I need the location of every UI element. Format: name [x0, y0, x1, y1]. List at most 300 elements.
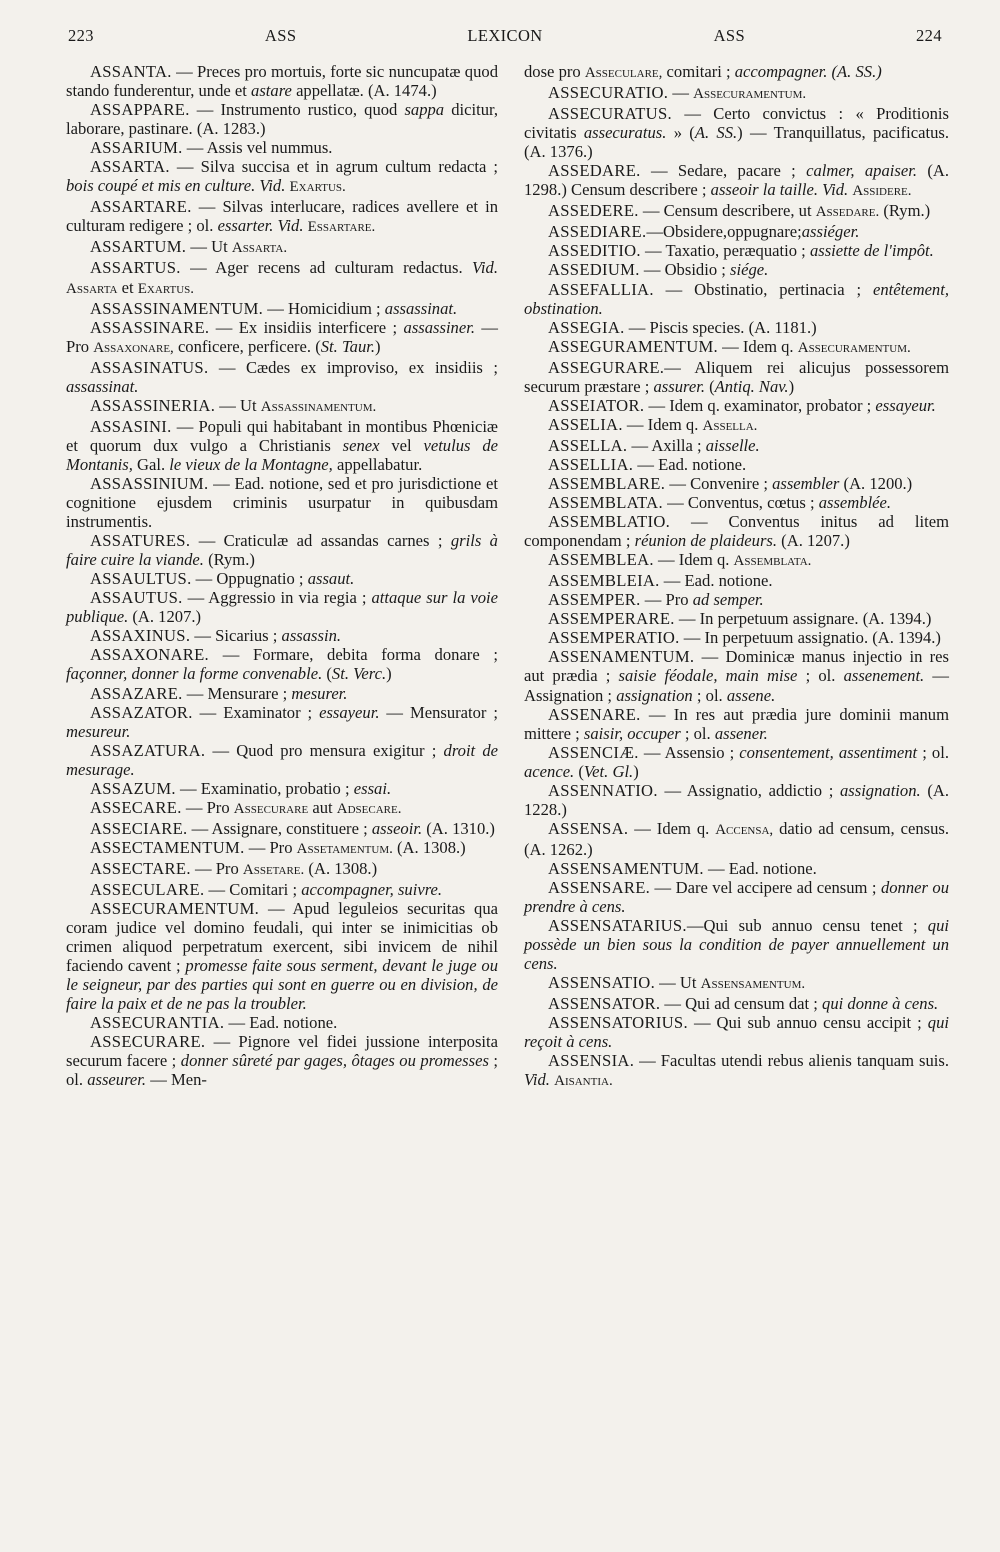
dictionary-entry — [66, 626, 498, 645]
entry-text: (Rym.) — [203, 550, 255, 570]
entry-italic-gloss: qui possède un bien sous la condition de payer annuellement un cens. — [524, 916, 949, 974]
entry-text: — Examinatio, probatio ; — [175, 778, 354, 798]
entry-text: datio ad censum, census. (A. 1262.) — [524, 818, 949, 859]
entry-cross-reference: Adsecare. — [336, 800, 402, 817]
entry-italic-gloss: saisie féodale, main mise — [618, 666, 798, 686]
dictionary-entry — [66, 880, 498, 899]
entry-text: — Populi qui habitabant in montibus Phœniciæ et quorum dux vulgo a Christianis — [66, 416, 498, 455]
entry-cross-reference: Assetamentum. — [296, 840, 393, 857]
dictionary-entry — [66, 1013, 498, 1032]
entry-text: — Preces pro mortuis, forte sic nuncupatæ quod stando funderentur, unde et — [66, 62, 498, 101]
entry-text: — Ead. notione, sed et pro jurisdictione et cognitione ejusdem criminis usurpatur in quibusdam instrumentis. — [66, 473, 498, 532]
entry-italic-gloss: St. Taur. — [320, 336, 376, 356]
entry-italic-gloss: Antiq. Nav. — [714, 376, 789, 396]
entry-text: — Ead. notione. — [633, 454, 747, 474]
entry-text: — Qui sub annuo censu accipit ; — [687, 1013, 928, 1033]
entry-headword: ASSEDITIO. — [548, 241, 641, 261]
entry-italic-gloss: ad semper. — [692, 590, 764, 610]
entry-headword: ASSEIATOR. — [548, 395, 645, 415]
left-column — [66, 62, 498, 1089]
entry-text: — Idem q. examinator, probator ; — [644, 395, 876, 415]
entry-text: — Ead. notione. — [659, 571, 773, 591]
entry-text: — Comitari ; — [204, 879, 302, 899]
entry-italic-gloss: donner ou prendre à cens. — [524, 877, 949, 917]
entry-text: aut — [308, 797, 337, 817]
entry-text: ( — [574, 761, 584, 781]
entry-headword: ASSENAMENTUM. — [548, 647, 695, 667]
entry-text: — Aliquem rei alicujus possessorem securum præstare ; — [524, 357, 949, 396]
entry-text: — Mensurator ; — [379, 702, 498, 722]
dictionary-entry — [524, 474, 949, 493]
entry-text: — Pro — [640, 590, 693, 610]
entry-italic-gloss: le vieux de la Montagne, — [169, 454, 333, 474]
entry-italic-gloss: assurer. — [653, 376, 705, 396]
entry-text: — In res aut prædia jure dominii manum mittere ; — [524, 704, 949, 743]
entry-text: — Certo convictus : « Proditionis civitatis — [524, 104, 949, 143]
dictionary-entry — [524, 590, 949, 609]
entry-headword: ASSEGIA. — [548, 317, 625, 337]
entry-headword: ASSEMBLEIA. — [548, 571, 660, 591]
entry-text: — Convenire ; — [665, 473, 773, 493]
dictionary-entry — [66, 838, 498, 859]
entry-text: — Idem q. — [718, 336, 798, 356]
entry-italic-gloss: Vet. Gl. — [583, 761, 634, 781]
entry-italic-gloss: essai. — [353, 778, 392, 798]
entry-headword: ASSENSAMENTUM. — [548, 858, 704, 878]
entry-italic-gloss: assassiner. — [403, 317, 475, 337]
dictionary-entry — [524, 647, 949, 704]
entry-text: — Pro — [244, 837, 297, 857]
entry-text: — Dare vel accipere ad censum ; — [650, 877, 881, 897]
entry-cross-reference: Assensamentum. — [700, 976, 806, 993]
entry-text: — Assignation ; — [524, 666, 949, 705]
dictionary-entry — [66, 531, 498, 569]
entry-headword: ASSEMBLATIO. — [548, 512, 671, 532]
dictionary-entry — [524, 260, 949, 279]
entry-cross-reference: Assecuramentum. — [797, 339, 911, 356]
entry-cross-reference: Assidere. — [852, 183, 912, 200]
entry-text: — Craticulæ ad assandas carnes ; — [190, 531, 451, 551]
entry-text: ) — [375, 336, 381, 356]
entry-text: — Assignare, constituere ; — [187, 818, 372, 838]
entry-text: — — [668, 83, 694, 103]
entry-italic-gloss: donner sûreté par gages, ôtages ou promesses — [180, 1051, 489, 1071]
entry-cross-reference: Assella. — [702, 417, 758, 434]
entry-headword: ASSENSATORIUS. — [548, 1013, 688, 1033]
dictionary-entry — [524, 628, 949, 647]
dictionary-entry — [66, 258, 498, 298]
dictionary-entry — [66, 417, 498, 474]
entry-headword: ASSATURES. — [90, 531, 191, 551]
entry-italic-gloss: asseoir. — [371, 818, 423, 838]
entry-text: (A. 1308.) — [392, 837, 466, 857]
entry-headword: ASSEDIUM. — [548, 260, 640, 280]
dictionary-entry — [66, 318, 498, 358]
dictionary-entry — [66, 819, 498, 838]
entry-italic-gloss: réunion de plaideurs. — [634, 531, 778, 551]
entry-text: ; ol. — [797, 666, 844, 686]
dictionary-entry — [66, 588, 498, 626]
entry-headword: ASSEGURARE. — [548, 357, 665, 377]
entry-text: — Ex insidiis interficere ; — [209, 317, 404, 337]
entry-headword: ASSARIUM. — [90, 138, 183, 158]
guide-word-right: ASS — [713, 26, 746, 45]
entry-italic-gloss: asseoir la taille. Vid. — [710, 180, 849, 200]
entry-text: — Conventus initus ad litem componendam ; — [524, 512, 949, 551]
entry-headword: ASSECULARE. — [90, 879, 205, 899]
dictionary-entry — [524, 396, 949, 415]
entry-headword: ASSEDIARE. — [548, 222, 647, 242]
entry-text: — Oppugnatio ; — [191, 569, 308, 589]
entry-text: dicitur, laborare, pastinare. (A. 1283.) — [66, 100, 498, 139]
entry-italic-gloss: assecuratus. — [583, 123, 667, 143]
entry-text: — Sicarius ; — [190, 626, 282, 646]
entry-italic-gloss: assignation. — [839, 780, 921, 800]
entry-text: — Silvas interlucare, radices avellere et in culturam redigere ; ol. — [66, 197, 498, 236]
entry-text: — Dominicæ manus injectio in res aut prædia ; — [524, 647, 949, 686]
entry-text: —Qui sub annuo censu tenet ; — [686, 916, 928, 936]
entry-cross-reference: Accensa, — [715, 821, 774, 838]
entry-headword: ASSASINI. — [90, 416, 172, 436]
entry-headword: ASSECURANTIA. — [90, 1013, 225, 1033]
entry-headword: ASSECURARE. — [90, 1032, 206, 1052]
entry-text: (A. 1228.) — [524, 780, 949, 819]
entry-text: (A. 1207.) — [128, 607, 202, 627]
entry-headword: ASSEMPERATIO. — [548, 628, 680, 648]
entry-text: — Men- — [146, 1070, 207, 1090]
entry-cross-reference: Aisantia. — [554, 1073, 613, 1090]
entry-italic-gloss: assiette de l'impôt. — [809, 241, 934, 261]
entry-text: appellatæ. (A. 1474.) — [291, 81, 437, 101]
entry-headword: ASSARTARE. — [90, 197, 192, 217]
entry-cross-reference: Assecuramentum. — [693, 86, 807, 103]
entry-headword: ASSANTA. — [90, 62, 172, 81]
entry-text: (A. 1308.) — [304, 858, 378, 878]
entry-text: — Qui ad censum dat ; — [660, 994, 823, 1014]
entry-text: — Examinator ; — [192, 702, 320, 722]
entry-headword: ASSELLA. — [548, 435, 628, 455]
entry-italic-gloss: assener. — [714, 723, 768, 743]
entry-headword: ASSECURATIO. — [548, 83, 669, 103]
entry-text: » ( — [666, 123, 695, 143]
entry-italic-gloss: grils à faire cuire la viande. — [66, 531, 498, 570]
entry-text: — Ead. notione. — [224, 1013, 338, 1033]
dictionary-entry — [66, 1032, 498, 1089]
entry-headword: ASSENSA. — [548, 818, 629, 838]
entry-italic-gloss: promesse faite sous serment, devant le juge ou le seigneur, par des parties qui sont en guerre ou en division, de faire la paix et de ne pas la troubler. — [66, 956, 498, 1014]
entry-text: — Assensio ; — [638, 742, 740, 762]
entry-italic-gloss: A. SS. — [694, 123, 738, 143]
entry-text: — Piscis species. (A. 1181.) — [624, 317, 817, 337]
dictionary-entry — [66, 703, 498, 741]
entry-headword: ASSAZATURA. — [90, 740, 206, 760]
dictionary-entry — [524, 994, 949, 1013]
entry-italic-gloss: assaut. — [307, 569, 355, 589]
entry-text: Gal. — [132, 454, 170, 474]
entry-headword: ASSELIA. — [548, 414, 623, 434]
entry-headword: ASSASINATUS. — [90, 357, 209, 377]
entry-headword: ASSAUTUS. — [90, 588, 183, 608]
entry-text: — Pro — [181, 797, 234, 817]
entry-text: comitari ; — [662, 62, 735, 81]
entry-headword: ASSECURATUS. — [548, 104, 672, 124]
dictionary-entry — [524, 571, 949, 590]
dictionary-entry — [524, 1013, 949, 1051]
entry-text: — Instrumento rustico, quod — [189, 100, 405, 120]
entry-italic-gloss: Vid. — [472, 258, 498, 278]
entry-cross-reference: Assemblata. — [733, 553, 812, 570]
entry-headword: ASSARTUM. — [90, 237, 187, 257]
entry-text: (A. 1207.) — [777, 531, 850, 551]
dictionary-entry — [524, 781, 949, 819]
page-number-right: 224 — [916, 26, 942, 45]
entry-italic-gloss: assenement. — [843, 666, 925, 686]
dictionary-entry — [66, 569, 498, 588]
entry-italic-gloss: accompagner, suivre. — [301, 879, 443, 899]
entry-text: — Pro — [66, 317, 498, 356]
dictionary-entry — [524, 201, 949, 222]
entry-italic-gloss: attaque sur la voie publique. — [66, 588, 498, 627]
entry-headword: ASSENSATOR. — [548, 994, 661, 1014]
dictionary-entry — [524, 358, 949, 396]
entry-text: — Ut — [215, 395, 261, 415]
entry-text: ( — [322, 664, 332, 684]
entry-text: appellabatur. — [332, 454, 423, 474]
dictionary-entry — [66, 197, 498, 237]
entry-italic-gloss: accompagner. (A. SS.) — [734, 62, 882, 81]
entry-headword: ASSASSINIUM. — [90, 473, 209, 493]
entry-headword: ASSAZARE. — [90, 683, 183, 703]
entry-headword: ASSARTUS. — [90, 258, 181, 278]
dictionary-entry — [524, 859, 949, 878]
dictionary-entry — [524, 512, 949, 550]
entry-text: —Obsidere,oppugnare; — [646, 222, 802, 242]
entry-text: — Taxatio, peræquatio ; — [640, 241, 810, 261]
dictionary-entry — [66, 62, 498, 100]
entry-headword: ASSECIARE. — [90, 818, 188, 838]
entry-text: — Assignatio, addictio ; — [657, 780, 840, 800]
dictionary-entry — [524, 609, 949, 628]
entry-cross-reference: Assarta. — [231, 240, 288, 257]
entry-headword: ASSEMPERARE. — [548, 609, 675, 629]
entry-headword: ASSARTA. — [90, 157, 170, 177]
dictionary-entry — [66, 237, 498, 258]
dictionary-entry — [524, 280, 949, 318]
entry-text: — Conventus, cœtus ; — [662, 493, 819, 513]
dictionary-entry — [524, 878, 949, 916]
entry-headword: ASSASSINERIA. — [90, 395, 216, 415]
entry-text: (A. 1310.) — [422, 818, 495, 838]
entry-text: ) — [633, 761, 639, 781]
entry-text: dose pro — [524, 62, 585, 81]
entry-italic-gloss: consentement, assentiment — [739, 742, 918, 762]
entry-headword: ASSAXINUS. — [90, 626, 191, 646]
entry-headword: ASSECARE. — [90, 797, 182, 817]
dictionary-entry — [524, 973, 949, 994]
entry-text: — Facultas utendi rebus alienis tanquam suis. — [634, 1051, 949, 1071]
dictionary-entry — [66, 157, 498, 197]
dictionary-entry — [524, 705, 949, 743]
entry-headword: ASSAZATOR. — [90, 702, 193, 722]
entry-italic-gloss: St. Verc. — [331, 664, 387, 684]
entry-italic-gloss: assassinat. — [384, 298, 458, 318]
entry-cross-reference: Assassinamentum. — [260, 398, 377, 415]
entry-text: — Mensurare ; — [182, 683, 292, 703]
entry-text: — Pro — [190, 858, 243, 878]
entry-headword: ASSEGURAMENTUM. — [548, 336, 718, 356]
dictionary-entry — [524, 455, 949, 474]
entry-italic-gloss: vetulus de Montanis, — [66, 435, 498, 474]
entry-italic-gloss: bois coupé et mis en culture. Vid. — [66, 176, 286, 196]
dictionary-entry — [66, 358, 498, 396]
entry-headword: ASSECURAMENTUM. — [90, 899, 260, 919]
entry-italic-gloss: assene. — [726, 685, 776, 705]
entry-italic-gloss: sappa — [404, 100, 445, 120]
dictionary-entry — [66, 779, 498, 798]
entry-text: (Rym.) — [879, 201, 931, 221]
entry-italic-gloss: astare — [251, 81, 292, 101]
entry-italic-gloss: asseurer. — [87, 1070, 147, 1090]
entry-text: ; ol. — [680, 723, 715, 743]
entry-italic-gloss: qui donne à cens. — [822, 994, 939, 1014]
entry-cross-reference: Assaxonare, — [93, 339, 174, 356]
entry-text: (A. 1298.) Censum describere ; — [524, 161, 949, 200]
entry-cross-reference: Essartare. — [307, 219, 376, 236]
entry-cross-reference: Assedare. — [815, 204, 880, 221]
entry-text: vel — [379, 435, 424, 455]
entry-text: — Obsidio ; — [639, 260, 731, 280]
entry-headword: ASSEDERE. — [548, 201, 639, 221]
dictionary-entry — [66, 899, 498, 1013]
dictionary-entry — [66, 138, 498, 157]
entry-italic-gloss: assassinat. — [66, 376, 139, 396]
dictionary-entry — [66, 396, 498, 417]
entry-italic-gloss: entêtement, obstination. — [524, 279, 949, 318]
entry-headword: ASSAZUM. — [90, 778, 176, 798]
entry-text: ) — [788, 376, 795, 396]
entry-text: — Cædes ex improviso, ex insidiis ; — [208, 357, 498, 377]
entry-headword: ASSEMBLARE. — [548, 473, 666, 493]
dictionary-entry — [66, 798, 498, 819]
entry-italic-gloss: saisir, occuper — [583, 723, 681, 743]
entry-italic-gloss: assembler — [772, 473, 840, 493]
entry-cross-reference: Exartus. — [137, 280, 195, 297]
entry-text: — Idem q. — [622, 414, 703, 434]
entry-cross-reference: Assecularе, — [584, 65, 663, 81]
entry-headword: ASSAPPARE. — [90, 100, 190, 120]
dictionary-entry — [66, 684, 498, 703]
entry-headword: ASSEMBLEA. — [548, 550, 654, 570]
entry-headword: ASSENSATARIUS. — [548, 916, 687, 936]
entry-text: — Axilla ; — [627, 435, 706, 455]
entry-text: — Formare, debita forma donare ; — [209, 645, 498, 665]
entry-text: ; ol. — [692, 685, 727, 705]
dictionary-entry — [524, 241, 949, 260]
entry-text: — In perpetuum assignare. (A. 1394.) — [674, 609, 932, 629]
entry-text: (A. 1200.) — [839, 473, 913, 493]
entry-text: — Apud leguleios securitas qua coram judice vel domino feudali, qui inter se inimicitias ob crimen aliquod perpetratum exercent, sibi invicem de nihil faciendo cavent ; — [66, 899, 498, 976]
entry-headword: ASSEMBLATA. — [548, 493, 663, 513]
dictionary-entry — [524, 337, 949, 358]
entry-headword: ASSECTAMENTUM. — [90, 837, 245, 857]
entry-text: — In perpetuum assignatio. (A. 1394.) — [679, 628, 941, 648]
entry-text: — Ut — [186, 237, 232, 257]
entry-italic-gloss: acence. — [524, 761, 575, 781]
entry-italic-gloss: assiéger. — [801, 222, 860, 242]
dictionary-entry — [66, 474, 498, 531]
entry-italic-gloss: essayeur. — [319, 702, 380, 722]
entry-headword: ASSAXONARE. — [90, 645, 210, 665]
dictionary-entry — [524, 743, 949, 781]
entry-text: — Silva succisa et in agrum cultum redacta ; — [169, 157, 498, 177]
entry-text: — Assis vel nummus. — [182, 138, 333, 158]
entry-cross-reference: Assarta — [66, 280, 118, 297]
entry-headword: ASSENCIÆ. — [548, 742, 639, 762]
entry-italic-gloss: essayeur. — [875, 395, 936, 415]
dictionary-entry — [524, 916, 949, 973]
entry-italic-gloss: assignation — [616, 685, 693, 705]
entry-text: — Idem q. — [653, 550, 734, 570]
entry-text: — Sedare, pacare ; — [640, 161, 807, 181]
entry-text: conficere, perficere. ( — [173, 336, 321, 356]
entry-text: — Idem q. — [628, 818, 716, 838]
dictionary-entry — [524, 318, 949, 337]
right-column — [524, 62, 949, 1091]
entry-text: ; ol. — [66, 1051, 498, 1090]
entry-text: — Quod pro mensura exigitur ; — [205, 740, 444, 760]
dictionary-entry — [66, 859, 498, 880]
dictionary-entry — [524, 161, 949, 201]
entry-text: et — [117, 277, 138, 297]
entry-italic-gloss: senex — [342, 435, 380, 455]
entry-text: — Ead. notione. — [703, 858, 817, 878]
entry-text: — Homicidium ; — [263, 298, 385, 318]
entry-headword: ASSENSIA. — [548, 1051, 635, 1071]
entry-italic-gloss: siége. — [730, 260, 769, 280]
dictionary-entry — [524, 819, 949, 859]
dictionary-entry — [524, 62, 949, 83]
entry-italic-gloss: calmer, apaiser. — [806, 161, 917, 181]
entry-headword: ASSEFALLIA. — [548, 279, 654, 299]
entry-headword: ASSEDARE. — [548, 161, 641, 181]
guide-word-left: ASS — [264, 26, 297, 45]
entry-text: ( — [704, 376, 715, 396]
entry-italic-gloss: qui reçoit à cens. — [524, 1013, 949, 1052]
entry-text: ) — [386, 664, 392, 684]
entry-cross-reference: Exartus. — [289, 179, 346, 196]
entry-headword: ASSENSARE. — [548, 877, 651, 897]
entry-headword: ASSEMPER. — [548, 590, 641, 610]
page-number-left: 223 — [68, 26, 94, 45]
entry-headword: ASSENSATIO. — [548, 973, 656, 993]
dictionary-entry — [66, 741, 498, 779]
book-title: LEXICON — [467, 26, 543, 45]
entry-text: — Ut — [655, 973, 701, 993]
entry-italic-gloss: assemblée. — [818, 493, 892, 513]
entry-headword: ASSELLIA. — [548, 454, 634, 474]
entry-headword: ASSAULTUS. — [90, 569, 192, 589]
entry-italic-gloss: façonner, donner la forme convenable. — [66, 664, 323, 684]
dictionary-entry — [524, 1051, 949, 1091]
entry-italic-gloss: assassin. — [281, 626, 342, 646]
dictionary-entry — [66, 645, 498, 683]
entry-italic-gloss: droit de mesurage. — [66, 740, 498, 779]
entry-italic-gloss: aisselle. — [705, 435, 760, 455]
dictionary-entry — [524, 83, 949, 104]
entry-headword: ASSECTARE. — [90, 858, 191, 878]
entry-cross-reference: Assecurare — [233, 800, 309, 817]
dictionary-entry — [66, 100, 498, 138]
